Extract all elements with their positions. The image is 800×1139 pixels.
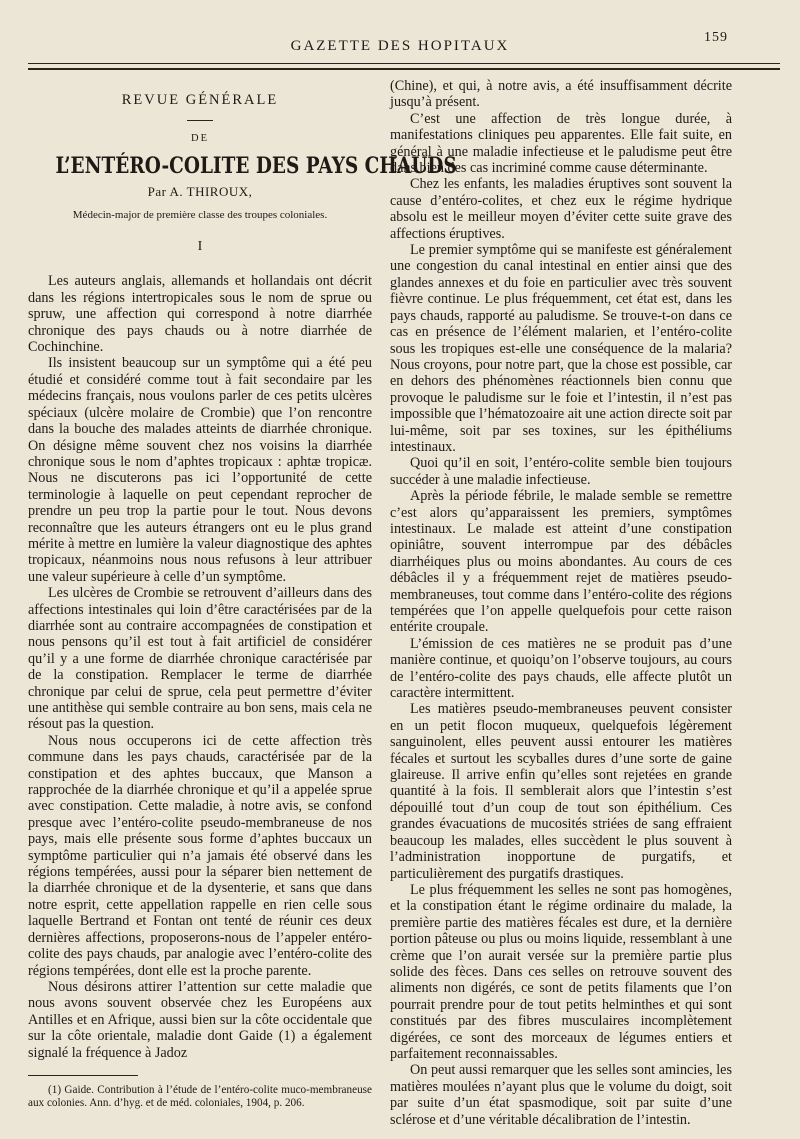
section-number: I xyxy=(197,239,203,255)
right-column xyxy=(390,78,732,1128)
paragraph: Nous désirons attirer l’attention sur cette maladie que nous avons souvent observée chez les Européens aux Antilles et en Afrique, aussi bien sur la côte occidentale que sur la côte orientale, maladie dont Gaide (1) a également signalé la fréquence à Jadoz xyxy=(28,978,372,1061)
footnote-rule xyxy=(28,1075,138,1076)
paragraph: C’est une affection de très longue durée, à manifestations cliniques peu apparentes. Elle fait suite, en général à une maladie infectieuse et le paludisme peut être dans bien des cas incriminé comme cause déterminante. xyxy=(390,110,732,177)
title-divider xyxy=(187,120,213,121)
paragraph: Le premier symptôme qui se manifeste est généralement une congestion du canal intestinal en entier ainsi que des glandes annexes et du foie en particulier avec très souvent fièvre continue. Le plus fréquemment, cet état est, dans les pays chauds, rapporté au paludisme. Se trouve-t-on dans ce cas en présence de l’élément malarien, et l’entéro-colite sous les tropiques est-elle une conséquence de la malaria? Nous croyons, pour notre part, que la chose est possible, car en dehors des phénomènes réactionnels bien connu que provoque le paludisme sur le foie et l’intestin, il n’est pas impossible que l’hématozoaire ait une action directe soit par lui-même, soit par ses toxines, sur les épithéliums intestinaux. xyxy=(390,242,732,455)
paragraph: L’émission de ces matières ne se produit pas d’une manière continue, et quoiqu’on l’observe toujours, au cours de l’entéro-colite des pays chauds, elle affecte plutôt un caractère intermittent. xyxy=(390,635,732,702)
author-byline: Par A. THIROUX, xyxy=(147,184,253,200)
paragraph: Les matières pseudo-membraneuses peuvent consister en un petit flocon muqueux, quelquefois légèrement sanguinolent, elles peuvent aussi entourer les matières fécales et surtout les scyballes dures d’une sorte de gaine glaireuse. Il arrive enfin qu’elles sont rejetées en grande quantité à la fois. Il semblerait alors que l’intestin s’est dépouillé tout d’un coup de tout son épithélium. Ces grandes évacuations de mucosités striées de sang effraient beaucoup les malades, elles succèdent le plus souvent à l’administration inopportune de purgatifs, et particulièrement des purgatifs drastiques. xyxy=(390,701,732,882)
footnote: (1) Gaide. Contribution à l’étude de l’entéro-colite muco-membraneuse aux colonies. Ann. d’hyg. et de méd. coloniales, 1904, p. 206. xyxy=(28,1083,372,1110)
paragraph: Nous nous occuperons ici de cette affection très commune dans les pays chauds, caractérisée par de la constipation et des aphtes buccaux, que Manson a rapprochée de la diarrhée chronique et qu’il a appelée sprue avec constipation. Cette maladie, à notre avis, se confond presque avec l’entéro-colite pseudo-membraneuse de nos pays, mais elle présente sous forme d’aphtes buccaux un symptôme particulier qui n’a jamais été observé dans les régions tempérées, aussi pour la séparer bien nettement de la diarrhée chronique et de la dysenterie, et sans que dans notre esprit, cette appellation rappelle en rien celle sous laquelle Bertrand et Fontan ont tenté de réunir ces deux dernières affections, proposerons-nous de l’appeler entéro-colite des pays chauds, par analogie avec l’entéro-colite des régions tempérées, dont elle est la proche parente. xyxy=(28,732,372,979)
author-affiliation: Médecin-major de première classe des troupes coloniales. xyxy=(72,208,328,221)
rubric: REVUE GÉNÉRALE xyxy=(121,92,279,108)
running-title: GAZETTE DES HOPITAUX xyxy=(290,38,510,54)
page-number: 159 xyxy=(704,30,728,45)
left-column xyxy=(28,78,457,1111)
header-rule-thick xyxy=(28,68,780,70)
paragraph: On peut aussi remarquer que les selles sont amincies, les matières moulées n’ayant plus que le volume du doigt, soit par suite d’un état spasmodique, soit par suite d’une sclérose et d’une véritable décalibration de l’intestin. xyxy=(390,1062,732,1128)
title-preposition: DE xyxy=(191,133,209,145)
paragraph: Chez les enfants, les maladies éruptives sont souvent la cause d’entéro-colites, et chez eux le régime hydrique absolu est le meilleur moyen d’éviter cette suite grave des affections éruptives. xyxy=(390,176,732,242)
paragraph: Le plus fréquemment les selles ne sont pas homogènes, et la constipation étant le régime ordinaire du malade, la première partie des matières fécales est dure, et la dernière portion pâteuse ou plus ou moins liquide, ressemblant à une crème que l’on aurait versée sur la première partie plus solide des fèces. Dans ces selles on retrouve souvent des aliments non digérés, ce sont de petits filaments que l’on pourrait prendre pour de tout petits helminthes et qui sont constitués par des fibres musculaires incomplètement digérées, ce sont des morceaux de légumes entiers et parfaitement reconnaissables. xyxy=(390,881,732,1062)
article-title: L’ENTÉRO-COLITE DES PAYS CHAUDS xyxy=(55,152,457,179)
paragraph: Les auteurs anglais, allemands et hollandais ont décrit dans les régions intertropicales sous le nom de sprue ou spruw, une affection qui correspond à notre diarrhée chronique des pays chauds ou à notre diarrhée de Cochinchine. xyxy=(28,273,372,356)
paragraph: Après la période fébrile, le malade semble se remettre c’est alors qu’apparaissent les premiers, symptômes intestinaux. Le malade est atteint d’une constipation opiniâtre, souvent interrompue par des débâcles diarrhéiques plus ou moins abondantes. Au cours de ces débâcles il y a fréquemment rejet de matières pseudo-membraneuses, tout comme dans l’entéro-colite des régions tempérées que l’on appelle quelquefois pour cette raison entérite croupale. xyxy=(390,488,732,636)
paragraph: Ils insistent beaucoup sur un symptôme qui a été peu étudié et considéré comme tout à fait secondaire par les médecins français, nous voulons parler de ces petits ulcères spéciaux (ulcère molaire de Crombie) que l’on rencontre dans la bouche des malades atteints de diarrhée chronique. On désigne même souvent chez nos voisins la diarrhée chronique sous le nom d’aphtes tropicaux : aphtæ tropicæ. Nous ne discuterons pas ici l’opportunité de cette terminologie à laquelle on peut cependant reprocher de prendre un peu trop la partie pour le tout. Nous devons reconnaître que les auteurs étrangers ont eu le plus grand mérite à mettre en lumière la valeur diagnostique des aphtes tropicaux, néanmoins nous nous refusons à leur attribuer une valeur supérieure à celle d’un symptôme. xyxy=(28,355,372,585)
paragraph: (Chine), et qui, à notre avis, a été insuffisamment décrite jusqu’à présent. xyxy=(390,78,732,111)
paragraph: Quoi qu’il en soit, l’entéro-colite semble bien toujours succéder à une maladie infectieuse. xyxy=(390,455,732,488)
header-rule xyxy=(28,63,780,64)
paragraph: Les ulcères de Crombie se retrouvent d’ailleurs dans des affections intestinales qui loin d’être caractérisées par de la diarrhée sont au contraire accompagnées de constipation et nous pensons qu’il est tout à fait artificiel de considérer qu’il y a une forme de diarrhée chronique caractérisée par de la constipation. Remplacer le terme de diarrhée chronique par celui de sprue, cela peut permettre d’éviter une antithèse qui semble contraire au bon sens, mais cela ne résout pas la question. xyxy=(28,585,372,733)
